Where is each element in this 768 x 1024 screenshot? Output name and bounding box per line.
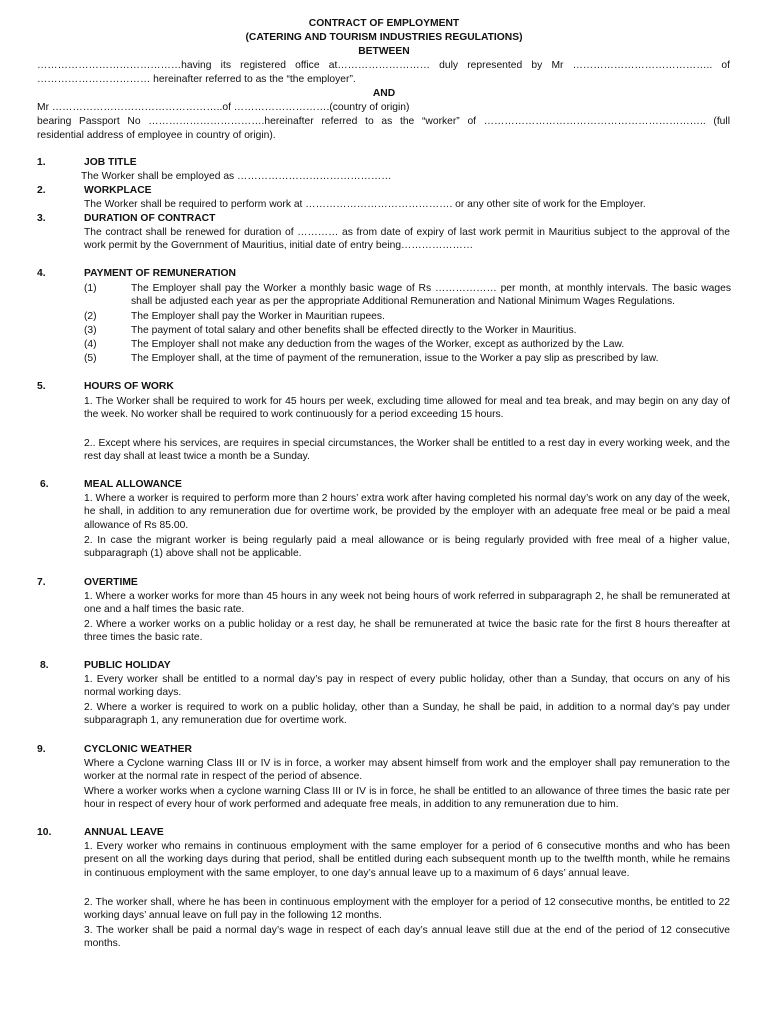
paragraph: 1. Where a worker works for more than 45 hours in any week not being hours of work referred in subparagraph 2, he shall be remunerated at one and a half times the basic rate. — [84, 591, 730, 616]
section-heading: HOURS OF WORK — [84, 381, 174, 392]
item-text: The Employer shall not make any deduction from the wages of the Worker, except as authorized by the Law. — [131, 339, 625, 350]
item-text: The Employer shall pay the Worker a monthly basic wage of Rs ……………… per month, at monthly intervals. The basic wages shall be adjusted each year as per the appropriate Additional Remuneration and National Minimum Wages Regulations. — [131, 283, 731, 308]
document-title: CONTRACT OF EMPLOYMENT — [308, 18, 460, 29]
section-number: 2. — [37, 185, 46, 196]
paragraph: 2.. Except where his services, are requires in special circumstances, the Worker shall be entitled to a rest day in every working week, and the rest day shall at least twice a month be a Sunday. — [84, 438, 730, 463]
paragraph: 1. Every worker shall be entitled to a normal day’s pay in respect of every public holiday, other than a Sunday, that occurs on any of his normal working days. — [84, 674, 730, 699]
section-heading: MEAL ALLOWANCE — [84, 479, 182, 490]
paragraph: 2. In case the migrant worker is being regularly paid a meal allowance or is being regularly provided with free meal of a higher value, subparagraph (1) above shall not be applicable. — [84, 535, 730, 560]
section-number: 10. — [37, 827, 52, 838]
section-text: The Worker shall be employed as ……………………………………… — [81, 171, 392, 182]
section-heading: PAYMENT OF REMUNERATION — [84, 268, 236, 279]
paragraph: 1. The Worker shall be required to work for 45 hours per week, excluding time allowed for meal and tea break, and may begin on any day of the week. No worker shall be required to work continuously for a period exceeding 15 hours. — [84, 396, 730, 421]
paragraph: 1. Where a worker is required to perform more than 2 hours’ extra work after having completed his normal day’s work on any day of the week, he shall, in addition to any remuneration due for overtime work, be provided by the employer with an adequate free meal or be paid a meal allowance of Rs 85.00. — [84, 493, 730, 531]
paragraph: 2. The worker shall, where he has been in continuous employment with the employer for a period of 12 consecutive months, be entitled to 22 working days’ annual leave on full pay in the following 12 months. — [84, 897, 730, 922]
item-number: (4) — [84, 339, 97, 350]
paragraph: Where a worker works when a cyclone warning Class III or IV is in force, he shall be entitled to an allowance of three times the basic rate per hour in respect of every hour of work performed and adequate free meals, in addition to any remuneration due to him. — [84, 786, 730, 811]
worker-line-3: residential address of employee in country of origin). — [37, 130, 276, 141]
section-number: 8. — [40, 660, 49, 671]
section-number: 1. — [37, 157, 46, 168]
section-heading: PUBLIC HOLIDAY — [84, 660, 171, 671]
employer-line-1: ……………………………………having its registered office at……………………… duly represented by Mr ………………………………….. of — [37, 60, 730, 71]
paragraph: 2. Where a worker is required to work on a public holiday, other than a Sunday, he shall be paid, in addition to a normal day’s pay under subparagraph 1, any remuneration due for overtime work. — [84, 702, 730, 727]
section-number: 3. — [37, 213, 46, 224]
item-number: (2) — [84, 311, 97, 322]
worker-line-1: Mr …………………………………………..of ……………………….(country of origin) — [37, 102, 410, 113]
paragraph: 1. Every worker who remains in continuous employment with the same employer for a period of 6 consecutive months and who has been present on all the working days during that period, shall be entitled during each subsequent month up to the twelfth month, while he remains in continuous employment with the same employer, to one day’s annual leave up to a maximum of 6 days’ annual leave. — [84, 841, 730, 879]
paragraph: Where a Cyclone warning Class III or IV is in force, a worker may absent himself from work and the employer shall pay remuneration to the worker at the normal rate in respect of the period of absence. — [84, 758, 730, 783]
worker-line-2: bearing Passport No …………………………….hereinafter referred to as the “worker” of ……………………………………………………….. (full — [37, 116, 730, 127]
section-heading: CYCLONIC WEATHER — [84, 744, 192, 755]
section-number: 7. — [37, 577, 46, 588]
section-heading: DURATION OF CONTRACT — [84, 213, 216, 224]
section-heading: WORKPLACE — [84, 185, 152, 196]
item-number: (3) — [84, 325, 97, 336]
item-text: The Employer shall, at the time of payment of the remuneration, issue to the Worker a pay slip as prescribed by law. — [131, 353, 659, 364]
and-label: AND — [372, 88, 396, 99]
section-number: 6. — [40, 479, 49, 490]
section-number: 4. — [37, 268, 46, 279]
section-heading: JOB TITLE — [84, 157, 137, 168]
item-number: (5) — [84, 353, 97, 364]
item-text: The payment of total salary and other benefits shall be effected directly to the Worker in Mauritius. — [131, 325, 577, 336]
item-text: The Employer shall pay the Worker in Mauritian rupees. — [131, 311, 385, 322]
section-heading: OVERTIME — [84, 577, 138, 588]
section-text: The Worker shall be required to perform work at ……………………………………. or any other site of work for the Employer. — [84, 199, 646, 210]
between-label: BETWEEN — [358, 46, 410, 57]
item-number: (1) — [84, 283, 97, 294]
paragraph: 3. The worker shall be paid a normal day’s wage in respect of each day’s annual leave still due at the end of the period of 12 consecutive months. — [84, 925, 730, 950]
section-heading: ANNUAL LEAVE — [84, 827, 164, 838]
employer-line-2: …………………………… hereinafter referred to as the “the employer”. — [37, 74, 356, 85]
section-number: 9. — [37, 744, 46, 755]
section-number: 5. — [37, 381, 46, 392]
paragraph: 2. Where a worker works on a public holiday or a rest day, he shall be remunerated at twice the basic rate for the first 8 hours thereafter at three times the basic rate. — [84, 619, 730, 644]
section-text: The contract shall be renewed for duration of ………… as from date of expiry of last work permit in Mauritius subject to the approval of the work permit by the Government of Mauritius, initial date of entry being………………… — [84, 227, 730, 252]
document-subtitle: (CATERING AND TOURISM INDUSTRIES REGULATIONS) — [245, 32, 523, 43]
